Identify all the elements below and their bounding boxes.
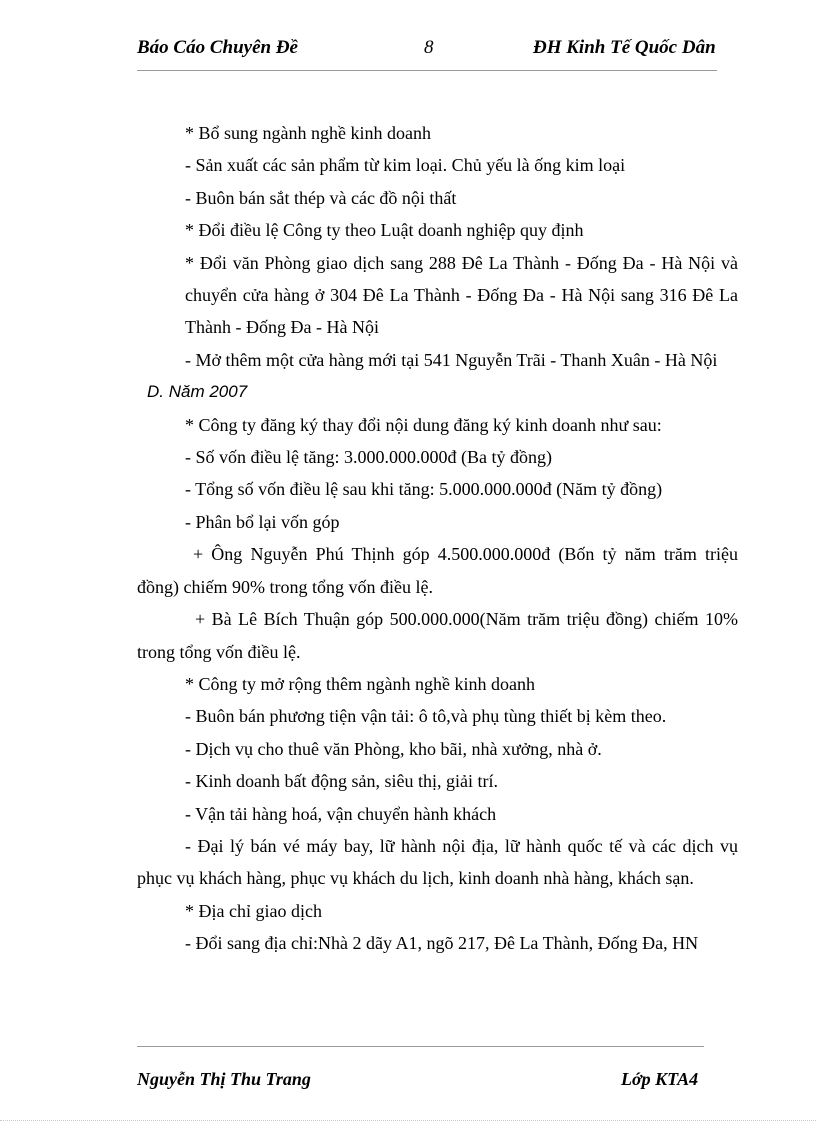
- page-body: [137, 117, 738, 960]
- body-paragraph: * Đổi văn Phòng giao dịch sang 288 Đê La Thành - Đống Đa - Hà Nội và chuyển cửa hàng ở 304 Đê La Thành - Đống Đa - Hà Nội sang 316 Đê La Thành - Đống Đa - Hà Nội: [185, 252, 738, 338]
- body-line: * Công ty mở rộng thêm ngành nghề kinh doanh: [185, 673, 535, 694]
- header-rule: [137, 70, 717, 71]
- body-line: - Đổi sang địa chỉ:Nhà 2 dãy A1, ngõ 217, Đê La Thành, Đống Đa, HN: [185, 933, 699, 954]
- body-line: - Buôn bán phương tiện vận tải: ô tô,và phụ tùng thiết bị kèm theo.: [185, 706, 667, 727]
- footer-rule: [137, 1046, 704, 1047]
- body-line: * Công ty đăng ký thay đổi nội dung đăng ký kinh doanh như sau:: [185, 414, 662, 435]
- footer-author: Nguyễn Thị Thu Trang: [137, 1069, 311, 1089]
- footer-class: Lớp KTA4: [621, 1069, 699, 1089]
- body-line: - Tổng số vốn điều lệ sau khi tăng: 5.000.000.000đ (Năm tỷ đồng): [185, 479, 663, 500]
- page-boundary: [0, 1120, 816, 1121]
- body-paragraph: + Ông Nguyễn Phú Thịnh góp 4.500.000.000đ (Bốn tỷ năm trăm triệu đồng) chiếm 90% trong tổng vốn điều lệ.: [137, 544, 738, 597]
- body-line: * Bổ sung ngành nghề kinh doanh: [185, 123, 431, 143]
- body-line: - Vận tải hàng hoá, vận chuyển hành khách: [185, 803, 497, 824]
- body-line: - Buôn bán sắt thép và các đồ nội thất: [185, 187, 457, 208]
- page-number: 8: [424, 37, 434, 58]
- body-line: - Phân bổ lại vốn góp: [185, 511, 340, 532]
- body-line: - Dịch vụ cho thuê văn Phòng, kho bãi, nhà xưởng, nhà ở.: [185, 738, 602, 759]
- body-line: - Sản xuất các sản phẩm từ kim loại. Chủ yếu là ống kim loại: [185, 155, 626, 176]
- section-heading: D. Năm 2007: [147, 382, 248, 402]
- body-paragraph: - Đại lý bán vé máy bay, lữ hành nội địa, lữ hành quốc tế và các dịch vụ phục vụ khách hàng, phục vụ khách du lịch, kinh doanh nhà hàng, khách sạn.: [137, 835, 738, 889]
- body-line: - Mở thêm một cửa hàng mới tại 541 Nguyễn Trãi - Thanh Xuân - Hà Nội: [185, 349, 718, 370]
- body-paragraph: + Bà Lê Bích Thuận góp 500.000.000(Năm trăm triệu đồng) chiếm 10% trong tổng vốn điều lệ.: [137, 609, 738, 662]
- header-title-right: ĐH Kinh Tế Quốc Dân: [533, 37, 716, 58]
- body-line: * Địa chỉ giao dịch: [185, 900, 322, 921]
- body-line: - Số vốn điều lệ tăng: 3.000.000.000đ (Ba tỷ đồng): [185, 447, 552, 468]
- header-title-left: Báo Cáo Chuyên Đề: [137, 37, 298, 58]
- body-line: * Đổi điều lệ Công ty theo Luật doanh nghiệp quy định: [185, 220, 584, 241]
- body-line: - Kinh doanh bất động sản, siêu thị, giải trí.: [185, 771, 498, 792]
